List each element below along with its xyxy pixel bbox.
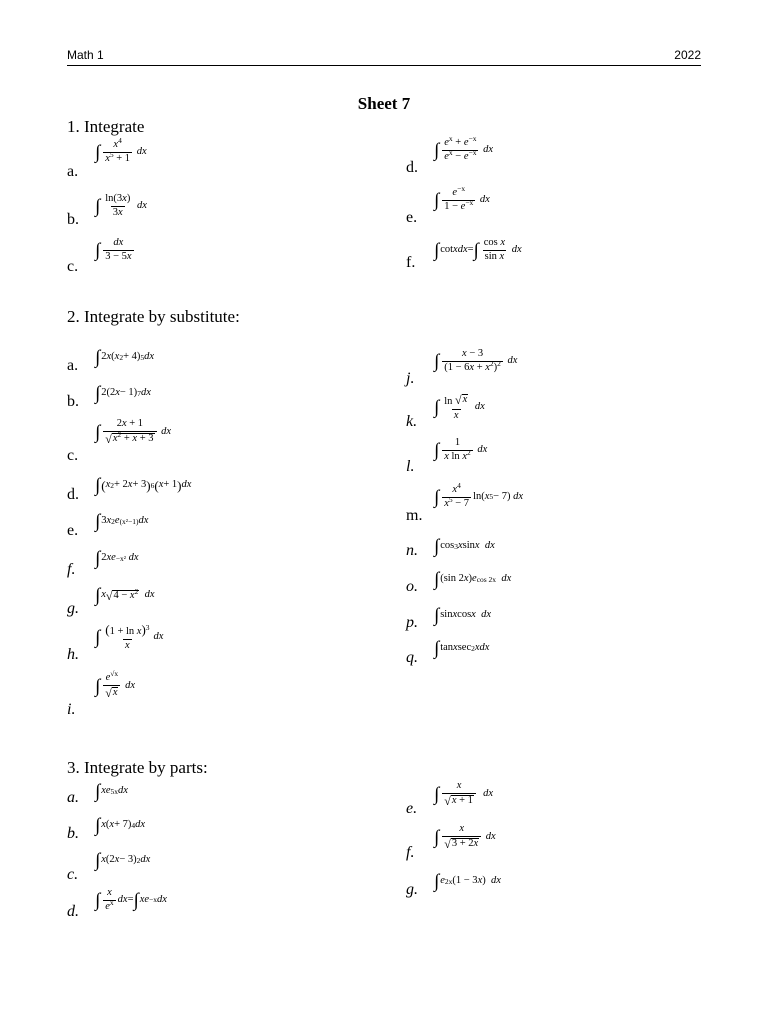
integral-expression: ∫ ln(3x) 3x dx (95, 193, 147, 218)
problem-label: e. (67, 522, 79, 539)
integral-expression: ∫ $e^{-x}$ $1 - e^{-x}$ dx (434, 184, 490, 212)
problem-label: g. (406, 881, 418, 898)
problem-label: e. (406, 800, 418, 817)
problem-label: p. (406, 614, 418, 631)
integral-expression: ∫ xe 5x dx (95, 781, 128, 802)
integral-expression: ∫ x √ x + 1 dx (434, 780, 494, 808)
header-divider (67, 65, 701, 66)
problem-2o (406, 570, 706, 595)
integral-expression: ∫ (sin 2 x ) e cos 2x dx (434, 569, 512, 590)
problem-label: d. (67, 486, 79, 503)
problem-3a (67, 782, 367, 806)
problem-label: q. (406, 649, 418, 666)
problem-label: c. (67, 258, 79, 275)
problem-label: h. (67, 646, 79, 663)
problem-2f (67, 549, 367, 578)
problem-label: i. (67, 701, 76, 718)
problem-3b (67, 816, 367, 842)
integral-expression: ∫ x $e^x$ dx = ∫ xe −x dx (95, 887, 167, 912)
problem-label: d. (67, 903, 79, 920)
problem-label: a. (67, 163, 79, 180)
integral-expression: ∫ ln √ x x dx (434, 393, 485, 421)
problem-1c (67, 238, 367, 275)
problem-label: b. (67, 211, 79, 228)
problem-label: f. (406, 254, 416, 271)
problem-label: a. (67, 789, 79, 806)
problem-2g (67, 586, 367, 617)
problem-3c (67, 851, 367, 883)
problem-3d (67, 888, 367, 920)
integral-expression: ∫ 2 xe −x² dx (95, 548, 139, 569)
problem-label: g. (67, 600, 79, 617)
integral-expression: ∫ x (2 x − 3) 2 dx (95, 850, 151, 871)
problem-2l (406, 438, 706, 475)
problem-3e (406, 781, 706, 817)
integral-expression: ∫ tan x sec 2 xdx (434, 638, 490, 659)
problem-1a (67, 136, 367, 180)
section-1-heading: 1. Integrate (67, 117, 145, 136)
integral-expression: ∫ $e^x + e^{-x}$ $e^x - e^{-x}$ dx (434, 134, 494, 162)
problem-label: c. (67, 447, 79, 464)
integral-expression: ∫ 2(2 x − 1) 7 dx (95, 383, 151, 404)
problem-1b (67, 194, 367, 228)
section-3-heading: 3. Integrate by parts: (67, 758, 208, 777)
integral-expression: ∫ $e^{√x}$ √ x dx (95, 669, 136, 700)
problem-label: k. (406, 413, 418, 430)
problem-2c (67, 419, 367, 464)
problem-2j (406, 349, 706, 387)
problem-label: m. (406, 507, 423, 524)
problem-label: e. (406, 209, 418, 226)
problem-2i (67, 669, 367, 718)
integral-expression: ∫ $(1 + \ln x)^3$ x dx (95, 622, 164, 651)
problem-label: n. (406, 542, 418, 559)
problem-2k (406, 394, 706, 430)
problem-label: a. (67, 357, 79, 374)
integral-expression: ∫ x √ 3 + 2x dx (434, 823, 496, 851)
integral-expression: ∫ 1 x $\ln x^2$ dx (434, 437, 488, 462)
integral-expression: ∫ x √ $4 - x^2$ dx (95, 585, 155, 606)
problem-label: f. (67, 561, 76, 578)
integral-expression: ∫ $x^4$ $x^5 - 7$ ln( x 5 − 7) dx (434, 481, 523, 509)
integral-expression: ∫ 2 x ( x 2 + 4) 5 dx (95, 347, 155, 368)
problem-2b (67, 384, 367, 410)
problem-2e (67, 512, 367, 539)
problem-2a (67, 348, 367, 374)
problem-2d (67, 476, 367, 503)
integral-expression: ∫ e 2x (1 − 3 x ) dx (434, 871, 501, 892)
integral-expression: ∫ 2x + 1 √ $x^2 + x + 3$ dx (95, 418, 172, 446)
problem-label: f. (406, 844, 415, 861)
header-year: 2022 (674, 48, 701, 62)
header-course: Math 1 (67, 48, 104, 62)
problem-label: b. (67, 393, 79, 410)
problem-1e (406, 184, 706, 226)
integral-expression: ∫ 3 x 2 e (x²−1) dx (95, 511, 149, 532)
problem-2h (67, 623, 367, 663)
problem-label: o. (406, 578, 418, 595)
problem-label: l. (406, 458, 415, 475)
integral-expression: ∫ sin x cos x dx (434, 605, 491, 626)
problem-1d (406, 134, 706, 176)
problem-3f (406, 824, 706, 861)
integral-expression: ∫ cot xdx = ∫ cos x sin x dx (434, 237, 522, 262)
problem-label: d. (406, 159, 418, 176)
integral-expression: ∫ $x^4$ $x^5 + 1$ dx (95, 136, 147, 164)
sheet-title: Sheet 7 (357, 94, 411, 113)
integral-expression: ∫ dx 3 − 5x (95, 237, 132, 262)
integral-expression: ∫ ( x 2 + 2 x + 3 ) 6 ( x + 1 ) dx (95, 475, 192, 496)
problem-1f (406, 238, 706, 271)
section-2-heading: 2. Integrate by substitute: (67, 307, 240, 326)
integral-expression: ∫ x ( x + 7) 4 dx (95, 815, 146, 836)
problem-3g (406, 872, 706, 898)
problem-2q (406, 639, 706, 666)
problem-2p (406, 606, 706, 631)
problem-label: j. (406, 370, 415, 387)
integral-expression: ∫ cos 3 x sin x dx (434, 536, 495, 557)
problem-2n (406, 537, 706, 559)
problem-label: c. (67, 866, 79, 883)
problem-label: b. (67, 825, 79, 842)
integral-expression: ∫ x − 3 $(1 - 6x + x^2)^2$ dx (434, 348, 518, 373)
problem-2m (406, 481, 706, 524)
